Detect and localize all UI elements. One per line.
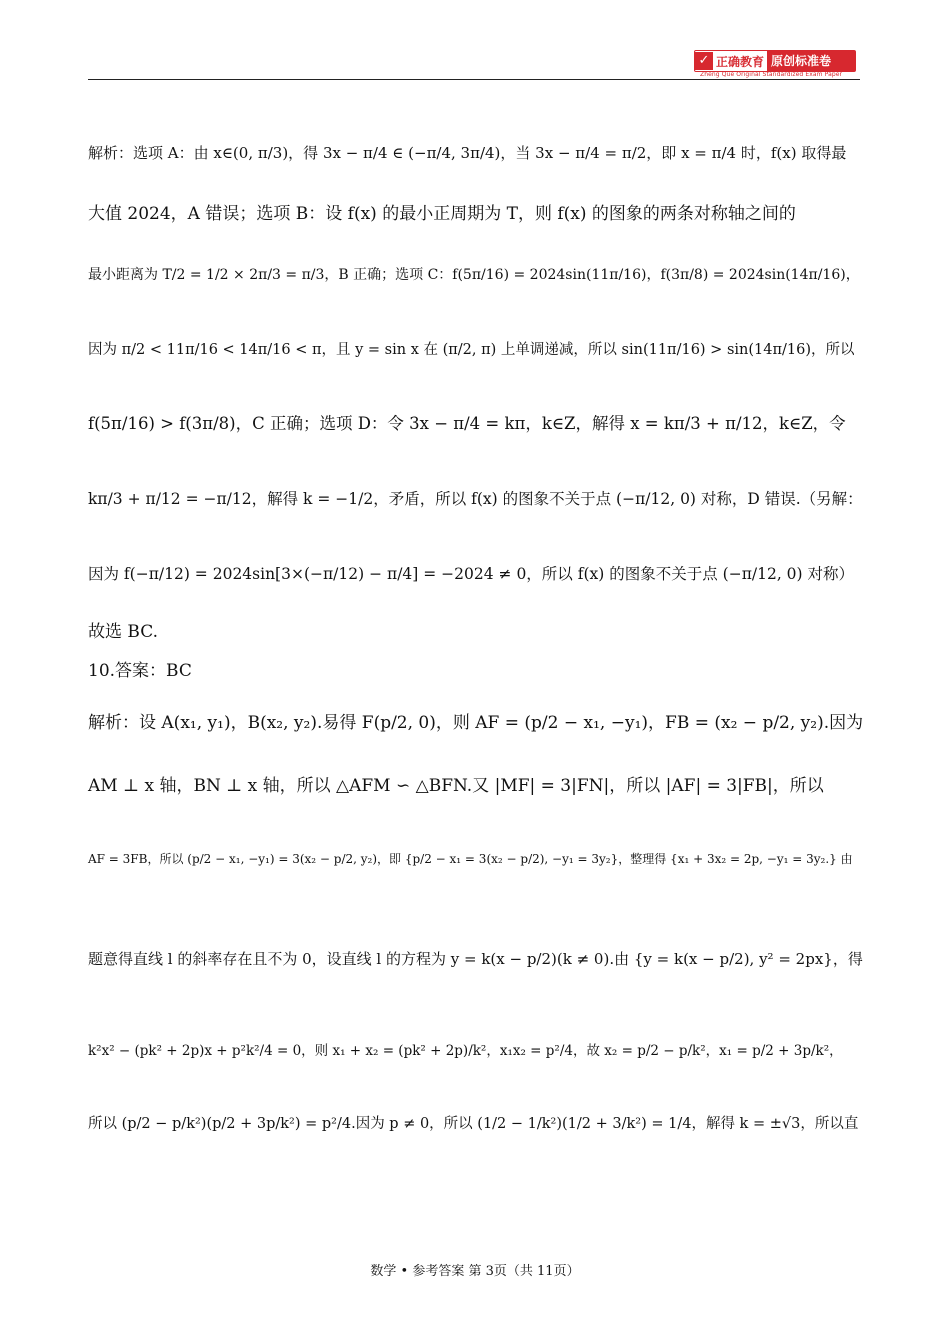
solution-line: k²x² − (pk² + 2p)x + p²k²/4 = 0，则 x₁ + x₂ = (pk² + 2p)/k²，x₁x₂ = p²/4，故 x₂ = p/2 − p/k²，x₁ = p/2 + 3p/k²， xyxy=(88,1043,843,1059)
check-icon: ✓ xyxy=(695,52,713,70)
answer-heading: 10.答案：BC xyxy=(88,661,192,681)
solution-line: 最小距离为 T/2 = 1/2 × 2π/3 = π/3，B 正确；选项 C：f(5π/16) = 2024sin(11π/16)，f(3π/8) = 2024sin(14π/16)， xyxy=(88,267,860,283)
solution-line: 题意得直线 l 的斜率存在且不为 0，设直线 l 的方程为 y = k(x − p/2)(k ≠ 0).由 {y = k(x − p/2), y² = 2px}，得 xyxy=(88,950,863,968)
brand-logo xyxy=(694,50,856,76)
solution-line: f(5π/16) > f(3π/8)，C 正确；选项 D：令 3x − π/4 = kπ，k∈Z，解得 x = kπ/3 + π/12，k∈Z，令 xyxy=(88,414,846,433)
solution-line: kπ/3 + π/12 = −π/12，解得 k = −1/2，矛盾，所以 f(x) 的图象不关于点 (−π/12, 0) 对称，D 错误.（另解： xyxy=(88,490,863,508)
logo-subtitle: Zheng Que Original Standardized Exam Paper xyxy=(700,71,843,78)
logo-brand: 正确教育 xyxy=(716,54,765,69)
solution-line: 因为 π/2 < 11π/16 < 14π/16 < π，且 y = sin x 在 (π/2, π) 上单调递减，所以 sin(11π/16) > sin(14π/16)，所以 xyxy=(88,342,855,358)
header-divider xyxy=(88,79,860,80)
logo-series: 原创标准卷 xyxy=(767,51,855,71)
page-footer: 数学 • 参考答案 第 3页（共 11页） xyxy=(370,1264,580,1279)
solution-line: 解析：设 A(x₁, y₁)，B(x₂, y₂).易得 F(p/2, 0)，则 AF = (p/2 − x₁, −y₁)，FB = (x₂ − p/2, y₂).因为 xyxy=(88,713,864,733)
solution-line: AM ⊥ x 轴，BN ⊥ x 轴，所以 △AFM ∽ △BFN.又 |MF| = 3|FN|，所以 |AF| = 3|FB|，所以 xyxy=(88,776,824,796)
solution-line: 解析：选项 A：由 x∈(0, π/3)，得 3x − π/4 ∈ (−π/4, 3π/4)，当 3x − π/4 = π/2，即 x = π/4 时，f(x) 取得最 xyxy=(88,144,847,162)
solution-line: 大值 2024，A 错误；选项 B：设 f(x) 的最小正周期为 T，则 f(x) 的图象的两条对称轴之间的 xyxy=(88,204,796,224)
solution-line: 所以 (p/2 − p/k²)(p/2 + 3p/k²) = p²/4.因为 p ≠ 0，所以 (1/2 − 1/k²)(1/2 + 3/k²) = 1/4，解得 k = ±√3，所以直 xyxy=(88,1116,859,1132)
solution-line: AF = 3FB，所以 (p/2 − x₁, −y₁) = 3(x₂ − p/2, y₂)，即 {p/2 − x₁ = 3(x₂ − p/2), −y₁ = 3y₂}，整理得 {x₁ + 3x₂ = 2p, −y₁ = 3y₂.} 由 xyxy=(88,852,853,866)
solution-line: 因为 f(−π/12) = 2024sin[3×(−π/12) − π/4] = −2024 ≠ 0，所以 f(x) 的图象不关于点 (−π/12, 0) 对称） xyxy=(88,565,855,583)
solution-line: 故选 BC. xyxy=(88,622,159,642)
logo-box xyxy=(694,50,856,72)
